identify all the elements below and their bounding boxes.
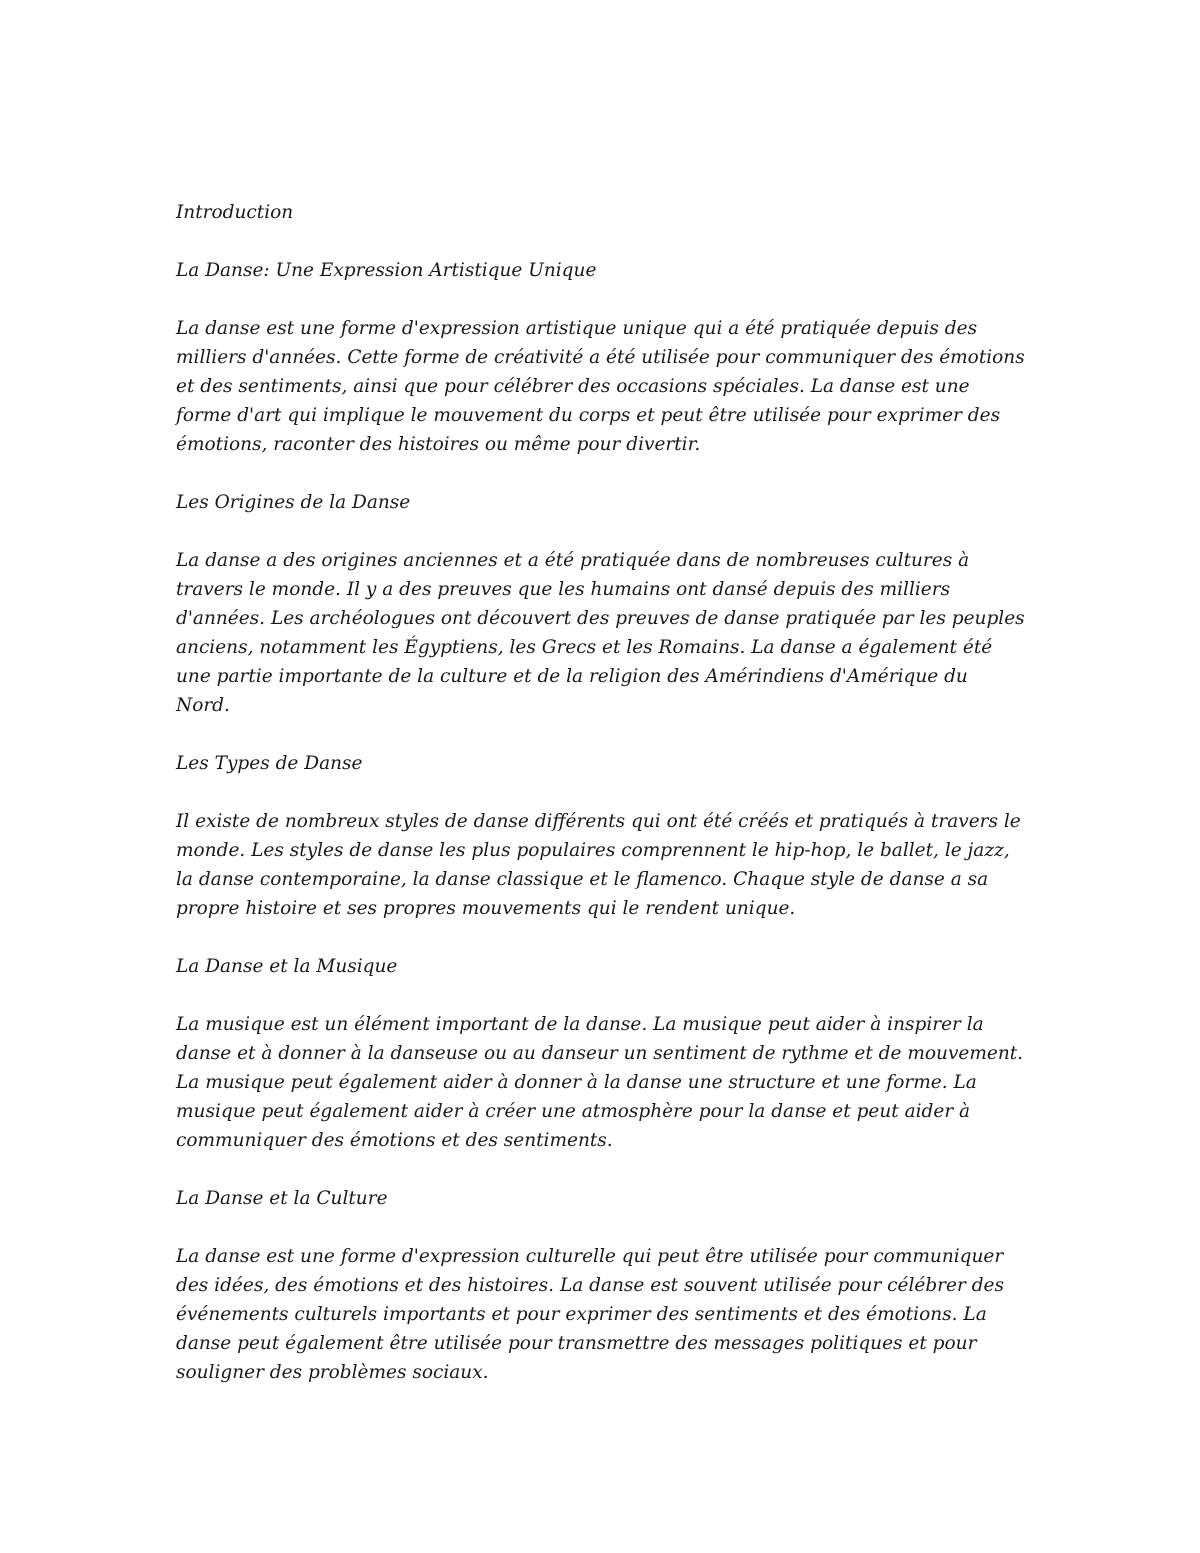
section-body-origines: La danse a des origines anciennes et a été pratiquée dans de nombreuses cultures à travers le monde. Il y a des preuves que les humains ont dansé depuis des milliers d'années. Les archéologues ont découvert des preuves de danse pratiquée par les peuples anciens, notamment les Égyptiens, les Grecs et les Romains. La danse a également été une partie importante de la culture et de la religion des Amérindiens d'Amérique du Nord. xyxy=(176,550,1025,716)
section-body-types: Il existe de nombreux styles de danse différents qui ont été créés et pratiqués à travers le monde. Les styles de danse les plus populaires comprennent le hip-hop, le ballet, le jazz, la danse contemporaine, la danse classique et le flamenco. Chaque style de danse a sa propre histoire et ses propres mouvements qui le rendent unique. xyxy=(176,811,1021,919)
section-heading-origines: Les Origines de la Danse xyxy=(176,492,411,513)
section-body-culture: La danse est une forme d'expression culturelle qui peut être utilisée pour communiquer des idées, des émotions et des histoires. La danse est souvent utilisée pour célébrer des événements culturels importants et pour exprimer des sentiments et des émotions. La danse peut également être utilisée pour transmettre des messages politiques et pour souligner des problèmes sociaux. xyxy=(176,1246,1004,1383)
document-body xyxy=(176,198,1026,1416)
section-heading-types: Les Types de Danse xyxy=(176,753,363,774)
section-heading-expression: La Danse: Une Expression Artistique Unique xyxy=(176,260,597,281)
section-body-musique: La musique est un élément important de la danse. La musique peut aider à inspirer la danse et à donner à la danseuse ou au danseur un sentiment de rythme et de mouvement. La musique peut également aider à donner à la danse une structure et une forme. La musique peut également aider à créer une atmosphère pour la danse et peut aider à communiquer des émotions et des sentiments. xyxy=(176,1014,1024,1151)
section-heading-musique: La Danse et la Musique xyxy=(176,956,398,977)
section-heading-culture: La Danse et la Culture xyxy=(176,1188,388,1209)
section-body-expression: La danse est une forme d'expression artistique unique qui a été pratiquée depuis des milliers d'années. Cette forme de créativité a été utilisée pour communiquer des émotions et des sentiments, ainsi que pour célébrer des occasions spéciales. La danse est une forme d'art qui implique le mouvement du corps et peut être utilisée pour exprimer des émotions, raconter des histoires ou même pour divertir. xyxy=(176,318,1025,455)
intro-label: Introduction xyxy=(176,202,294,223)
